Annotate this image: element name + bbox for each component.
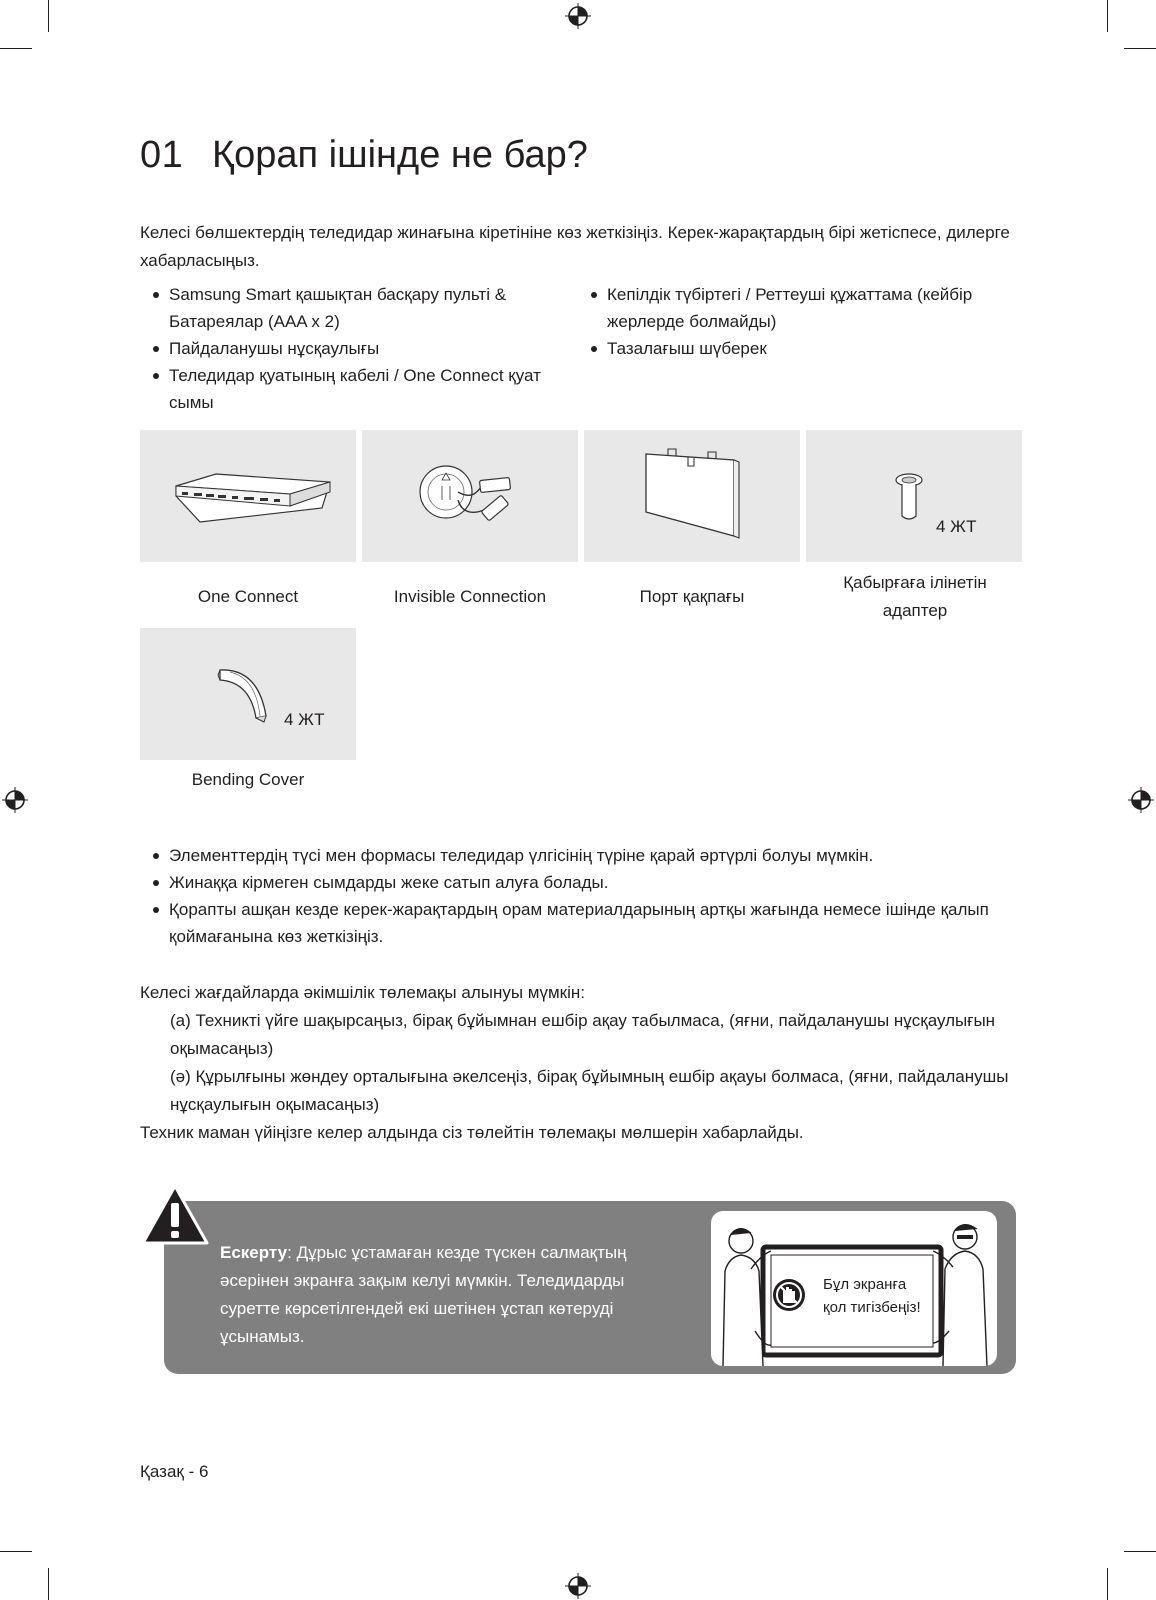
warning-body: : Дұрыс ұстамаған кезде түскен салмақтың әсерінен экранға зақым келуі мүмкін. Теледидарды суретте көрсетілгендей екі шетінен ұстап көтеруді ұсынамыз. <box>220 1243 627 1346</box>
crop-mark <box>0 1551 32 1552</box>
bending-cover-icon <box>140 628 356 760</box>
list-item: Қорапты ашқан кезде керек-жарақтардың орам материалдарының артқы жағында немесе ішінде қалып қоймағанына көз жеткізіңіз. <box>140 896 1020 950</box>
quantity-label: 4 ЖТ <box>936 517 977 536</box>
list-item: Элементтердің түсі мен формасы теледидар үлгісінің түріне қарай әртүрлі болуы мүмкін. <box>140 842 1020 869</box>
list-item: Жинаққа кірмеген сымдарды жеке сатып алуға болады. <box>140 869 1020 896</box>
item-image-port-cover <box>584 430 800 562</box>
list-item: Пайдаланушы нұсқаулығы <box>140 335 560 362</box>
crop-mark <box>0 48 32 49</box>
item-image-one-connect <box>140 430 356 562</box>
list-item: Теледидар қуатының кабелі / One Connect қуат сымы <box>140 362 549 416</box>
item-image-wall-mount-adapter <box>806 430 1022 562</box>
fees-intro: Келесі жағдайларда әкімшілік төлемақы алынуы мүмкін: <box>140 983 585 1002</box>
one-connect-box-icon <box>140 430 356 562</box>
crop-mark <box>1124 48 1156 49</box>
list-item: Кепілдік түбіртегі / Реттеуші құжаттама (кейбір жерлерде болмайды) <box>578 281 998 335</box>
invisible-connection-cable-icon <box>362 430 578 562</box>
notes-list <box>140 842 1020 950</box>
crop-mark <box>1124 1551 1156 1552</box>
registration-mark-icon <box>565 3 591 29</box>
item-caption: Invisible Connection <box>393 587 547 606</box>
list-item: Samsung Smart қашықтан басқару пульті & Батареялар (AAA x 2) <box>140 281 529 335</box>
item-caption: Bending Cover <box>191 770 305 789</box>
warning-illustration <box>711 1211 997 1366</box>
warning-triangle-icon <box>140 1183 210 1247</box>
item-caption: One Connect <box>197 587 299 606</box>
item-image-bending-cover <box>140 628 356 760</box>
intro-paragraph: Келесі бөлшектердің теледидар жинағына кіретініне көз жеткізіңіз. Керек-жарақтардың бірі жетіспесе, дилерге хабарласыңыз. <box>140 223 1010 270</box>
registration-mark-icon <box>1128 787 1154 813</box>
registration-mark-icon <box>565 1573 591 1599</box>
item-caption: Қабырғаға ілінетін адаптер <box>843 573 987 620</box>
page-footer: Қазақ - 6 <box>140 1462 209 1481</box>
crop-mark <box>1107 0 1108 32</box>
chapter-number: 01 <box>140 134 184 176</box>
wall-mount-adapter-icon <box>806 430 1022 562</box>
contents-list-right <box>578 281 998 362</box>
item-image-invisible-connection <box>362 430 578 562</box>
screen-label-line1: Бұл экранға <box>823 1276 907 1293</box>
contents-list-left <box>140 281 560 416</box>
page-title: Қорап ішінде не бар? <box>212 134 588 176</box>
warning-text <box>220 1239 660 1351</box>
quantity-label: 4 ЖТ <box>284 710 325 729</box>
warning-label: Ескерту <box>220 1243 288 1262</box>
fees-outro: Техник маман үйіңізге келер алдында сіз төлейтін төлемақы мөлшерін хабарлайды. <box>140 1123 804 1142</box>
crop-mark <box>48 1568 49 1600</box>
list-item: Тазалағыш шүберек <box>578 335 998 362</box>
fees-case-b: (ә) Құрылғыны жөндеу орталығына әкелсеңіз, бірақ бұйымның ешбір ақауы болмаса, (яғни, пайдаланушы нұсқаулығын оқымасаңыз) <box>170 1067 1009 1114</box>
crop-mark <box>1107 1568 1108 1600</box>
fees-case-a: (а) Техникті үйге шақырсаңыз, бірақ бұйымнан ешбір ақау табылмаса, (яғни, пайдаланушы нұсқаулығын оқымасаңыз) <box>170 1011 996 1058</box>
port-cover-icon <box>584 430 800 562</box>
item-caption: Порт қақпағы <box>639 587 745 606</box>
crop-mark <box>48 0 49 32</box>
registration-mark-icon <box>2 787 28 813</box>
screen-label-line2: қол тигізбеңіз! <box>823 1299 921 1316</box>
